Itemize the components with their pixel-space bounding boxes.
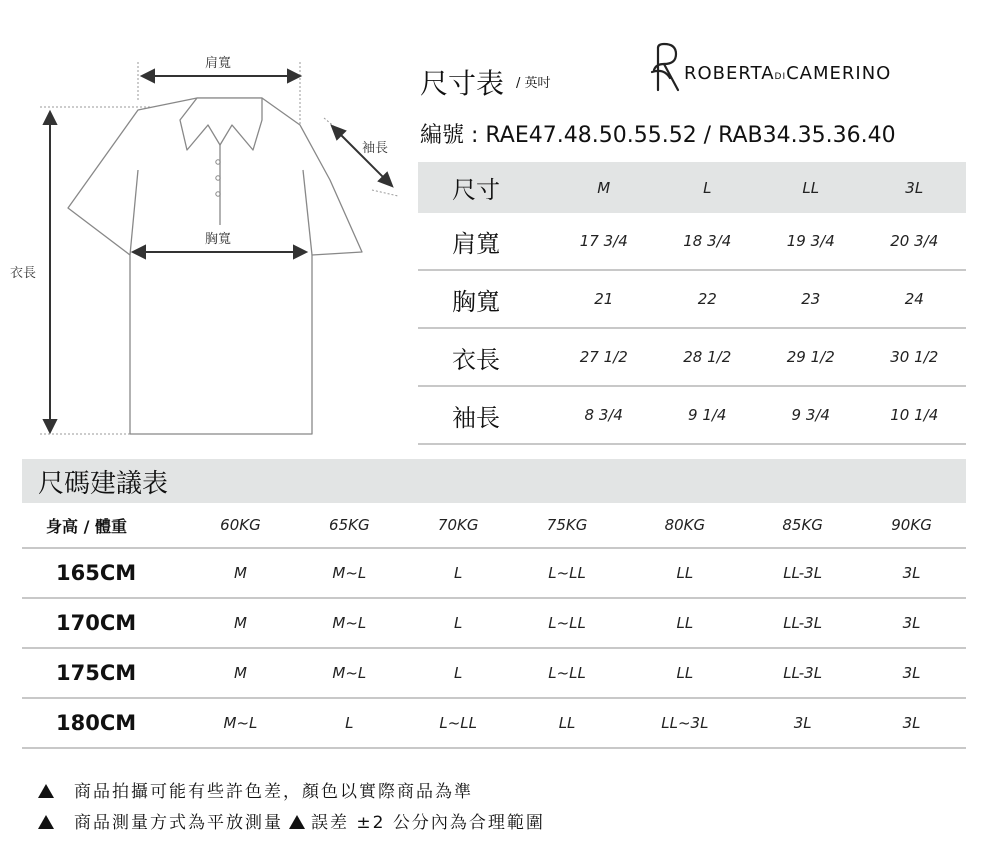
height-cell: 170CM [22,598,186,648]
cell: 3L [748,698,857,748]
cell: 3L [857,698,966,748]
cell: LL [622,648,749,698]
row-label: 胸寬 [418,270,552,328]
cell: L [404,548,513,598]
cell: LL [513,698,622,748]
triangle-up-icon [38,784,54,798]
note-text: 誤差 ±2 公分內為合理範圍 [311,813,545,833]
length-label: 衣長 [10,266,37,281]
sleeve-label: 袖長 [362,141,389,156]
cell: L [295,698,404,748]
size-l-header: L [656,162,760,213]
cell: 3L [857,598,966,648]
weight-header: 60KG [186,503,295,548]
shoulder-label: 肩寬 [205,56,232,71]
shirt-body [68,98,362,434]
table-row [22,648,966,698]
cell: 8 3/4 [552,386,656,444]
cell: 10 1/4 [863,386,967,444]
weight-header: 65KG [295,503,404,548]
weight-header: 75KG [513,503,622,548]
row-label: 袖長 [418,386,552,444]
triangle-up-icon [38,815,54,829]
size-chart-unit: / 英吋 [516,76,551,91]
cell: L~LL [513,548,622,598]
size-3l-header: 3L [863,162,967,213]
note-text: 商品測量方式為平放測量 [74,813,283,833]
cell: LL-3L [748,648,857,698]
row-label: 肩寬 [418,213,552,270]
cell: 18 3/4 [656,213,760,270]
size-column-header: 尺寸 [418,162,552,213]
size-row-sleeve [418,386,966,444]
cell: M [186,548,295,598]
weight-header: 90KG [857,503,966,548]
chest-label: 胸寬 [205,232,232,247]
model-numbers: 編號 : RAE47.48.50.55.52 / RAB34.35.36.40 [420,123,896,148]
table-row [22,598,966,648]
cell: M~L [295,648,404,698]
cell: 3L [857,648,966,698]
weight-header: 80KG [622,503,749,548]
cell: 28 1/2 [656,328,760,386]
height-cell: 175CM [22,648,186,698]
cell: 22 [656,270,760,328]
cell: L~LL [404,698,513,748]
cell: M~L [295,548,404,598]
cell: LL [622,598,749,648]
cell: L~LL [513,648,622,698]
brand-logo-icon [648,42,682,92]
height-cell: 180CM [22,698,186,748]
size-m-header: M [552,162,656,213]
size-row-shoulder [418,213,966,270]
height-cell: 165CM [22,548,186,598]
triangle-up-icon [289,815,305,829]
cell: LL-3L [748,548,857,598]
brand-name: ROBERTADICAMERINO [684,63,892,84]
cell: 21 [552,270,656,328]
recommendation-header-row [22,503,966,548]
cell: 19 3/4 [759,213,863,270]
shirt-collar [180,98,262,150]
row-label: 衣長 [418,328,552,386]
cell: M [186,598,295,648]
cell: M [186,648,295,698]
cell: 27 1/2 [552,328,656,386]
size-ll-header: LL [759,162,863,213]
table-row [22,548,966,598]
cell: LL-3L [748,598,857,648]
note-color-difference [38,777,473,802]
note-measurement [38,808,545,833]
size-table-header [418,162,966,213]
weight-header: 70KG [404,503,513,548]
cell: 20 3/4 [863,213,967,270]
cell: L~LL [513,598,622,648]
cell: 3L [857,548,966,598]
cell: M~L [186,698,295,748]
note-text: 商品拍攝可能有些許色差，顏色以實際商品為準 [74,782,473,802]
recommendation-table [22,503,966,749]
cell: L [404,648,513,698]
cell: L [404,598,513,648]
cell: 24 [863,270,967,328]
cell: 30 1/2 [863,328,967,386]
cell: LL [622,548,749,598]
cell: 23 [759,270,863,328]
cell: 29 1/2 [759,328,863,386]
cell: 9 3/4 [759,386,863,444]
size-table [418,162,966,445]
height-weight-header: 身高 / 體重 [22,503,186,548]
size-row-chest [418,270,966,328]
table-row [22,698,966,748]
recommendation-title: 尺碼建議表 [38,469,169,499]
size-chart-title: 尺寸表 [420,67,505,100]
size-row-length [418,328,966,386]
cell: LL~3L [622,698,749,748]
cell: 9 1/4 [656,386,760,444]
cell: M~L [295,598,404,648]
weight-header: 85KG [748,503,857,548]
cell: 17 3/4 [552,213,656,270]
